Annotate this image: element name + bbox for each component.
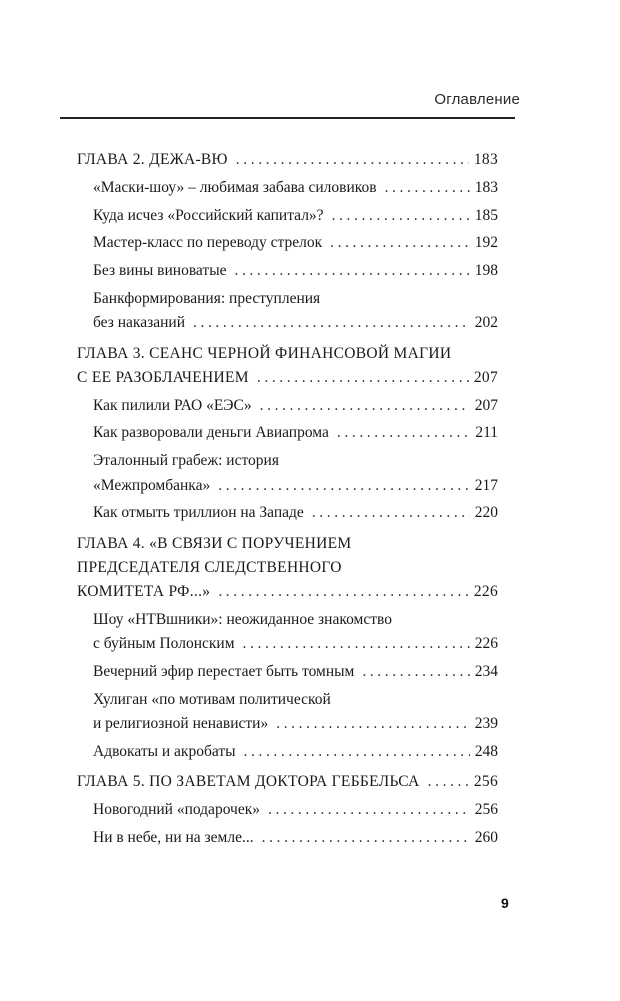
dot-leader — [428, 770, 469, 794]
toc-entry-title: Как отмыть триллион на Западе — [93, 504, 304, 522]
toc-entry-last-line — [93, 501, 498, 525]
toc-entry-last-line — [93, 394, 498, 418]
toc-section[interactable] — [93, 176, 498, 200]
toc-entry-title-line: Эталонный грабеж: история — [93, 452, 279, 470]
toc-section[interactable] — [93, 660, 498, 684]
toc-entry-last-line — [93, 204, 498, 228]
toc-entry-title: Как разворовали деньги Авиапрома — [93, 424, 329, 442]
toc-section[interactable] — [93, 259, 498, 283]
toc-section[interactable] — [93, 740, 498, 764]
toc-page-number: 211 — [475, 424, 498, 442]
dot-leader — [385, 176, 470, 200]
toc-entry-title: ГЛАВА 2. ДЕЖА-ВЮ — [77, 151, 228, 168]
toc-entry-last-line — [93, 259, 498, 283]
table-of-contents — [77, 148, 498, 850]
toc-entry-last-line — [93, 474, 498, 498]
toc-page-number: 207 — [474, 396, 498, 414]
dot-leader — [234, 259, 469, 283]
dot-leader — [332, 204, 470, 228]
toc-entry-title: Адвокаты и акробаты — [93, 743, 236, 761]
toc-chapter[interactable] — [77, 342, 498, 391]
toc-section[interactable] — [93, 449, 498, 498]
toc-entry-last-line — [93, 421, 498, 445]
toc-page-number: 183 — [474, 178, 498, 196]
toc-page-number: 226 — [473, 583, 498, 601]
toc-page-number: 256 — [473, 773, 498, 791]
toc-entry-last-line — [77, 770, 498, 794]
toc-section[interactable] — [93, 394, 498, 418]
toc-entry-last-line — [93, 311, 498, 335]
toc-entry-title: Мастер-класс по переводу стрелок — [93, 234, 323, 252]
toc-page-number: 248 — [474, 743, 498, 761]
toc-entry-title-line: Хулиган «по мотивам политической — [93, 690, 331, 708]
toc-entry-title: Новогодний «подарочек» — [93, 801, 260, 819]
toc-entry-title-line: ПРЕДСЕДАТЕЛЯ СЛЕДСТВЕННОГО — [77, 558, 342, 576]
toc-chapter[interactable] — [77, 148, 498, 172]
toc-entry-title: «Маски-шоу» – любимая забава силовиков — [93, 178, 377, 196]
dot-leader — [218, 474, 470, 498]
dot-leader — [257, 366, 469, 390]
toc-page-number: 239 — [474, 715, 498, 733]
toc-entry-last-line — [93, 660, 498, 684]
toc-entry-title: с буйным Полонским — [93, 635, 235, 653]
toc-section[interactable] — [93, 826, 498, 850]
toc-entry-last-line — [93, 712, 498, 736]
toc-entry-title: Ни в небе, ни на земле... — [93, 828, 254, 846]
running-head: Оглавление — [434, 91, 520, 108]
toc-page-number: 226 — [474, 635, 498, 653]
toc-entry-last-line — [77, 580, 498, 604]
toc-entry-last-line — [77, 366, 498, 390]
toc-chapter[interactable] — [77, 770, 498, 794]
toc-entry-title-line: ГЛАВА 4. «В СВЯЗИ С ПОРУЧЕНИЕМ — [77, 534, 352, 552]
toc-section[interactable] — [93, 204, 498, 228]
toc-page-number: 256 — [474, 801, 498, 819]
toc-page-number: 217 — [474, 476, 498, 494]
toc-page-number: 183 — [473, 151, 498, 168]
toc-entry-last-line — [93, 798, 498, 822]
toc-entry-title-line: Шоу «НТВшники»: неожиданное знакомство — [93, 611, 392, 629]
toc-entry-title: Вечерний эфир перестает быть томным — [93, 663, 355, 681]
toc-entry-last-line — [93, 176, 498, 200]
toc-page-number: 234 — [474, 663, 498, 681]
toc-entry-title: ГЛАВА 5. ПО ЗАВЕТАМ ДОКТОРА ГЕББЕЛЬСА — [77, 773, 420, 791]
toc-page-number: 207 — [473, 368, 498, 386]
dot-leader — [193, 311, 470, 335]
toc-page-number: 260 — [474, 828, 498, 846]
toc-section[interactable] — [93, 688, 498, 737]
toc-section[interactable] — [93, 608, 498, 657]
toc-section[interactable] — [93, 798, 498, 822]
dot-leader — [330, 231, 470, 255]
toc-entry-title: Как пилили РАО «ЕЭС» — [93, 396, 252, 414]
toc-entry-title-line: Банкформирования: преступления — [93, 289, 321, 307]
page-number: 9 — [501, 895, 509, 911]
toc-page-number: 202 — [474, 314, 498, 332]
toc-entry-title: «Межпромбанка» — [93, 476, 211, 494]
toc-entry-title-line: ГЛАВА 3. СЕАНС ЧЕРНОЙ ФИНАНСОВОЙ МАГИИ — [77, 344, 452, 362]
toc-entry-title: КОМИТЕТА РФ...» — [77, 583, 211, 601]
dot-leader — [337, 421, 470, 445]
header-rule — [60, 117, 515, 119]
dot-leader — [362, 660, 469, 684]
toc-section[interactable] — [93, 421, 498, 445]
dot-leader — [218, 580, 469, 604]
dot-leader — [268, 798, 470, 822]
toc-section[interactable] — [93, 501, 498, 525]
toc-entry-last-line — [93, 231, 498, 255]
dot-leader — [244, 740, 470, 764]
dot-leader — [312, 501, 470, 525]
toc-page-number: 220 — [474, 504, 498, 522]
toc-page-number: 192 — [474, 234, 498, 252]
toc-entry-title: и религиозной ненависти» — [93, 715, 269, 733]
toc-entry-title: без наказаний — [93, 314, 185, 332]
toc-entry-last-line — [77, 148, 498, 172]
toc-chapter[interactable] — [77, 532, 498, 605]
toc-entry-last-line — [93, 740, 498, 764]
dot-leader — [243, 632, 470, 656]
toc-section[interactable] — [93, 287, 498, 336]
dot-leader — [260, 394, 470, 418]
toc-section[interactable] — [93, 231, 498, 255]
toc-entry-title: С ЕЕ РАЗОБЛАЧЕНИЕМ — [77, 368, 249, 386]
toc-page-number: 185 — [474, 206, 498, 224]
dot-leader — [262, 826, 470, 850]
toc-entry-last-line — [93, 826, 498, 850]
toc-entry-last-line — [93, 632, 498, 656]
dot-leader — [276, 712, 470, 736]
dot-leader — [236, 148, 469, 172]
toc-entry-title: Куда исчез «Российский капитал»? — [93, 206, 324, 224]
toc-page-number: 198 — [474, 262, 498, 280]
toc-entry-title: Без вины виноватые — [93, 262, 227, 280]
